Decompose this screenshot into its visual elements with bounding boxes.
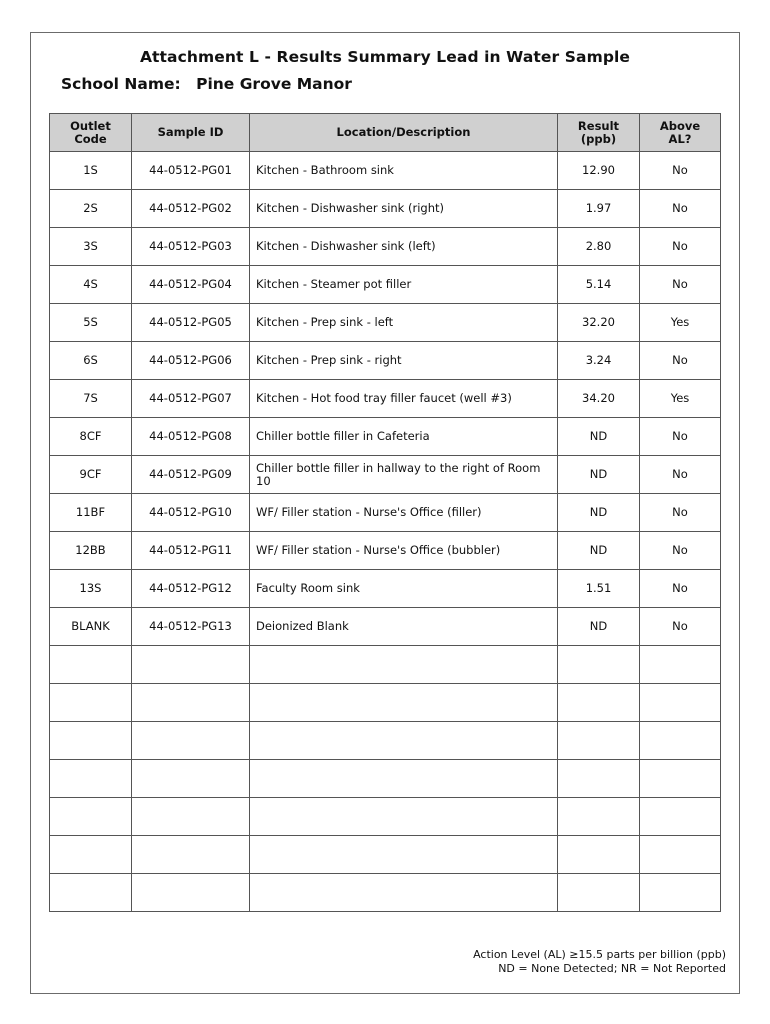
cell-result: ND xyxy=(558,418,640,456)
cell-outlet-code: 5S xyxy=(50,304,132,342)
empty-cell xyxy=(50,798,132,836)
empty-cell xyxy=(50,836,132,874)
cell-sample-id: 44-0512-PG12 xyxy=(132,570,250,608)
table-header-row xyxy=(50,114,721,152)
cell-sample-id: 44-0512-PG09 xyxy=(132,456,250,494)
cell-outlet-code: 6S xyxy=(50,342,132,380)
table-row xyxy=(50,342,721,380)
cell-sample-id: 44-0512-PG05 xyxy=(132,304,250,342)
empty-table-row xyxy=(50,836,721,874)
cell-location: Kitchen - Steamer pot filler xyxy=(250,266,558,304)
cell-location: Chiller bottle filler in Cafeteria xyxy=(250,418,558,456)
cell-sample-id: 44-0512-PG02 xyxy=(132,190,250,228)
cell-above-al: No xyxy=(640,456,721,494)
empty-cell xyxy=(250,874,558,912)
cell-above-al: No xyxy=(640,418,721,456)
cell-outlet-code: 1S xyxy=(50,152,132,190)
empty-table-row xyxy=(50,760,721,798)
cell-sample-id: 44-0512-PG06 xyxy=(132,342,250,380)
school-name-label: School Name: xyxy=(61,75,181,93)
school-name-line xyxy=(61,75,352,93)
empty-cell xyxy=(132,874,250,912)
empty-table-row xyxy=(50,722,721,760)
footnote xyxy=(473,948,726,976)
empty-cell xyxy=(132,798,250,836)
cell-location: Kitchen - Dishwasher sink (left) xyxy=(250,228,558,266)
cell-above-al: Yes xyxy=(640,304,721,342)
table-row xyxy=(50,152,721,190)
empty-cell xyxy=(558,646,640,684)
cell-above-al: No xyxy=(640,608,721,646)
cell-result: 12.90 xyxy=(558,152,640,190)
empty-cell xyxy=(640,684,721,722)
empty-cell xyxy=(640,836,721,874)
table-row xyxy=(50,532,721,570)
empty-cell xyxy=(132,684,250,722)
empty-cell xyxy=(558,836,640,874)
cell-outlet-code: 13S xyxy=(50,570,132,608)
cell-location: Kitchen - Bathroom sink xyxy=(250,152,558,190)
cell-above-al: Yes xyxy=(640,380,721,418)
table-row xyxy=(50,228,721,266)
empty-cell xyxy=(250,760,558,798)
empty-table-row xyxy=(50,646,721,684)
cell-sample-id: 44-0512-PG01 xyxy=(132,152,250,190)
empty-cell xyxy=(250,684,558,722)
cell-above-al: No xyxy=(640,152,721,190)
cell-result: 5.14 xyxy=(558,266,640,304)
cell-location: Kitchen - Prep sink - left xyxy=(250,304,558,342)
cell-result: 34.20 xyxy=(558,380,640,418)
empty-cell xyxy=(640,874,721,912)
empty-cell xyxy=(50,874,132,912)
cell-outlet-code: 11BF xyxy=(50,494,132,532)
cell-above-al: No xyxy=(640,494,721,532)
footnote-action-level: Action Level (AL) ≥15.5 parts per billion (ppb) xyxy=(473,948,726,961)
table-row xyxy=(50,494,721,532)
document-title: Attachment L - Results Summary Lead in Water Sample xyxy=(139,48,631,66)
cell-sample-id: 44-0512-PG08 xyxy=(132,418,250,456)
cell-sample-id: 44-0512-PG10 xyxy=(132,494,250,532)
empty-cell xyxy=(132,646,250,684)
cell-outlet-code: 4S xyxy=(50,266,132,304)
cell-location: Kitchen - Prep sink - right xyxy=(250,342,558,380)
cell-outlet-code: 3S xyxy=(50,228,132,266)
table-row xyxy=(50,608,721,646)
cell-result: 3.24 xyxy=(558,342,640,380)
empty-cell xyxy=(50,722,132,760)
empty-cell xyxy=(640,646,721,684)
cell-result: 1.97 xyxy=(558,190,640,228)
cell-location: WF/ Filler station - Nurse's Office (bubbler) xyxy=(250,532,558,570)
empty-cell xyxy=(132,722,250,760)
cell-result: 32.20 xyxy=(558,304,640,342)
empty-cell xyxy=(50,646,132,684)
cell-location: Faculty Room sink xyxy=(250,570,558,608)
cell-location: Kitchen - Dishwasher sink (right) xyxy=(250,190,558,228)
header-result: Result (ppb) xyxy=(558,114,640,152)
empty-cell xyxy=(558,684,640,722)
cell-result: ND xyxy=(558,456,640,494)
cell-above-al: No xyxy=(640,266,721,304)
empty-cell xyxy=(640,798,721,836)
empty-cell xyxy=(640,760,721,798)
empty-cell xyxy=(250,646,558,684)
header-above-al: Above AL? xyxy=(640,114,721,152)
empty-cell xyxy=(250,798,558,836)
empty-cell xyxy=(558,798,640,836)
table-row xyxy=(50,190,721,228)
cell-result: 2.80 xyxy=(558,228,640,266)
cell-outlet-code: BLANK xyxy=(50,608,132,646)
empty-table-row xyxy=(50,874,721,912)
empty-cell xyxy=(250,722,558,760)
cell-sample-id: 44-0512-PG13 xyxy=(132,608,250,646)
cell-sample-id: 44-0512-PG04 xyxy=(132,266,250,304)
cell-result: ND xyxy=(558,494,640,532)
empty-cell xyxy=(132,760,250,798)
cell-result: ND xyxy=(558,608,640,646)
table-row xyxy=(50,418,721,456)
table-row xyxy=(50,456,721,494)
empty-cell xyxy=(640,722,721,760)
table-row xyxy=(50,380,721,418)
cell-location: WF/ Filler station - Nurse's Office (filler) xyxy=(250,494,558,532)
cell-outlet-code: 8CF xyxy=(50,418,132,456)
cell-location: Kitchen - Hot food tray filler faucet (well #3) xyxy=(250,380,558,418)
cell-sample-id: 44-0512-PG03 xyxy=(132,228,250,266)
empty-cell xyxy=(250,836,558,874)
cell-result: 1.51 xyxy=(558,570,640,608)
empty-table-row xyxy=(50,684,721,722)
empty-cell xyxy=(558,760,640,798)
cell-above-al: No xyxy=(640,532,721,570)
cell-result: ND xyxy=(558,532,640,570)
header-sample-id: Sample ID xyxy=(132,114,250,152)
cell-outlet-code: 9CF xyxy=(50,456,132,494)
cell-above-al: No xyxy=(640,342,721,380)
cell-outlet-code: 12BB xyxy=(50,532,132,570)
table-row xyxy=(50,304,721,342)
cell-location: Chiller bottle filler in hallway to the right of Room 10 xyxy=(250,456,558,494)
cell-sample-id: 44-0512-PG11 xyxy=(132,532,250,570)
cell-sample-id: 44-0512-PG07 xyxy=(132,380,250,418)
school-name-value: Pine Grove Manor xyxy=(196,75,352,93)
results-table xyxy=(49,113,721,912)
table-row xyxy=(50,570,721,608)
cell-outlet-code: 2S xyxy=(50,190,132,228)
cell-above-al: No xyxy=(640,228,721,266)
empty-cell xyxy=(558,722,640,760)
cell-above-al: No xyxy=(640,190,721,228)
empty-cell xyxy=(50,760,132,798)
header-location: Location/Description xyxy=(250,114,558,152)
empty-table-row xyxy=(50,798,721,836)
cell-location: Deionized Blank xyxy=(250,608,558,646)
empty-cell xyxy=(50,684,132,722)
footnote-legend: ND = None Detected; NR = Not Reported xyxy=(498,962,726,975)
empty-cell xyxy=(558,874,640,912)
cell-above-al: No xyxy=(640,570,721,608)
header-outlet-code: Outlet Code xyxy=(50,114,132,152)
empty-cell xyxy=(132,836,250,874)
cell-outlet-code: 7S xyxy=(50,380,132,418)
table-body xyxy=(50,152,721,912)
table-row xyxy=(50,266,721,304)
